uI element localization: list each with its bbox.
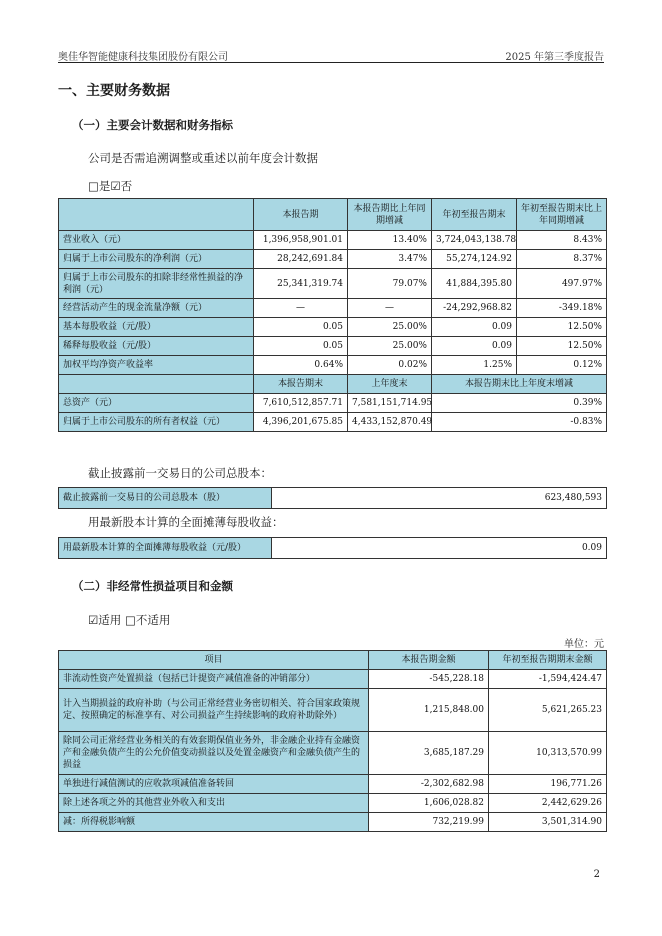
table-header-row [59,651,607,670]
row-label: 归属于上市公司股东的所有者权益（元） [59,413,254,432]
cell: 0.64% [254,356,348,375]
eps-title: 用最新股本计算的全面摊薄每股收益： [88,515,284,529]
cell: 3,724,043,138.78 [432,231,517,250]
cell: 0.05 [254,318,348,337]
row-label: 计入当期损益的政府补助（与公司正常经营业务密切相关、符合国家政策规定、按照确定的标准享有、对公司损益产生持续影响的政府补助除外） [59,689,369,732]
header-cell: 项目 [59,651,369,670]
cell: — [348,299,432,318]
header-cell: 本报告期末 [254,375,348,394]
row-label: 用最新股本计算的全面摊薄每股收益（元/股） [59,538,272,559]
cell: -0.83% [432,413,607,432]
row-label: 非流动性资产处置损益（包括已计提资产减值准备的冲销部分） [59,670,369,689]
share-capital-table [58,487,607,509]
table-row [59,250,607,269]
cell: 28,242,691.84 [254,250,348,269]
cell: 732,219.99 [369,813,489,832]
row-label: 营业收入（元） [59,231,254,250]
restate-question: 公司是否需追溯调整或重述以前年度会计数据 [88,151,318,165]
table-header-row [59,375,607,394]
header-cell [59,199,254,231]
cell: 196,771.26 [489,775,607,794]
units-label: 单位：元 [564,639,604,650]
row-label: 加权平均净资产收益率 [59,356,254,375]
table-row [59,794,607,813]
row-label: 经营活动产生的现金流量净额（元） [59,299,254,318]
table-row [59,488,607,509]
cell: 4,433,152,870.49 [348,413,432,432]
cell: 1,396,958,901.01 [254,231,348,250]
cell: 0.09 [432,337,517,356]
cell: 0.05 [254,337,348,356]
cell: 4,396,201,675.85 [254,413,348,432]
cell: -1,594,424.47 [489,670,607,689]
row-label: 归属于上市公司股东的扣除非经常性损益的净利润（元） [59,269,254,299]
cell: 1,606,028.82 [369,794,489,813]
row-label: 基本每股收益（元/股） [59,318,254,337]
table-row [59,356,607,375]
cell: 12.50% [517,318,607,337]
header-company: 奥佳华智能健康科技集团股份有限公司 [58,52,228,63]
cell: 3.47% [348,250,432,269]
table-row [59,732,607,775]
cell: 3,685,187.29 [369,732,489,775]
key-financials-table [58,198,607,432]
cell: 3,501,314.90 [489,813,607,832]
cell: 41,884,395.80 [432,269,517,299]
cell: 25.00% [348,318,432,337]
table-row [59,337,607,356]
row-label: 除上述各项之外的其他营业外收入和支出 [59,794,369,813]
header-divider [58,62,604,63]
header-cell: 本报告期比上年同期增减 [348,199,432,231]
cell: 1,215,848.00 [369,689,489,732]
cell: 79.07% [348,269,432,299]
header-cell: 年初至报告期末比上年同期增减 [517,199,607,231]
page-number: 2 [593,869,600,880]
table-row [59,413,607,432]
cell: 0.39% [432,394,607,413]
row-label: 单独进行减值测试的应收款项减值准备转回 [59,775,369,794]
row-label: 减：所得税影响额 [59,813,369,832]
cell: -24,292,968.82 [432,299,517,318]
cell: 2,442,629.26 [489,794,607,813]
row-label: 总资产（元） [59,394,254,413]
cell: -349.18% [517,299,607,318]
table-row [59,813,607,832]
restate-answer: □是☑否 [88,179,133,193]
cell: 7,610,512,857.71 [254,394,348,413]
cell: -545,228.18 [369,670,489,689]
cell: 13.40% [348,231,432,250]
table-row [59,394,607,413]
cell: 8.37% [517,250,607,269]
share-capital-title: 截止披露前一交易日的公司总股本： [88,466,272,480]
header-cell: 本报告期金额 [369,651,489,670]
header-cell: 本报告期 [254,199,348,231]
cell: 0.02% [348,356,432,375]
cell: 55,274,124.92 [432,250,517,269]
header-report-title: 2025 年第三季度报告 [505,52,604,63]
section-title: 一、主要财务数据 [58,83,170,99]
table-row [59,269,607,299]
non-recurring-items-table [58,650,607,832]
table-row [59,318,607,337]
cell: 0.09 [272,538,607,559]
cell: 12.50% [517,337,607,356]
cell: 8.43% [517,231,607,250]
cell: 25,341,319.74 [254,269,348,299]
row-label: 稀释每股收益（元/股） [59,337,254,356]
header-cell: 年初至报告期期末金额 [489,651,607,670]
cell: 497.97% [517,269,607,299]
table-header-row [59,199,607,231]
header-cell: 年初至报告期末 [432,199,517,231]
table-row [59,299,607,318]
table-row [59,231,607,250]
cell: 25.00% [348,337,432,356]
diluted-eps-table [58,537,607,559]
subsection-title-2: （二）非经常性损益项目和金额 [72,579,233,593]
row-label: 截止披露前一交易日的公司总股本（股） [59,488,272,509]
cell: 5,621,265.23 [489,689,607,732]
table-row [59,538,607,559]
table-row [59,670,607,689]
row-label: 归属于上市公司股东的净利润（元） [59,250,254,269]
header-cell: 上年度末 [348,375,432,394]
table-row [59,775,607,794]
cell: -2,302,682.98 [369,775,489,794]
row-label: 除同公司正常经营业务相关的有效套期保值业务外，非金融企业持有金融资产和金融负债产生的公允价值变动损益以及处置金融资产和金融负债产生的损益 [59,732,369,775]
applicable-status: ☑适用 □不适用 [88,613,171,627]
cell: 1.25% [432,356,517,375]
cell: — [254,299,348,318]
table-row [59,689,607,732]
cell: 623,480,593 [272,488,607,509]
subsection-title-1: （一）主要会计数据和财务指标 [72,118,233,132]
cell: 7,581,151,714.95 [348,394,432,413]
cell: 0.12% [517,356,607,375]
cell: 0.09 [432,318,517,337]
header-cell [59,375,254,394]
cell: 10,313,570.99 [489,732,607,775]
header-cell: 本报告期末比上年度末增减 [432,375,607,394]
